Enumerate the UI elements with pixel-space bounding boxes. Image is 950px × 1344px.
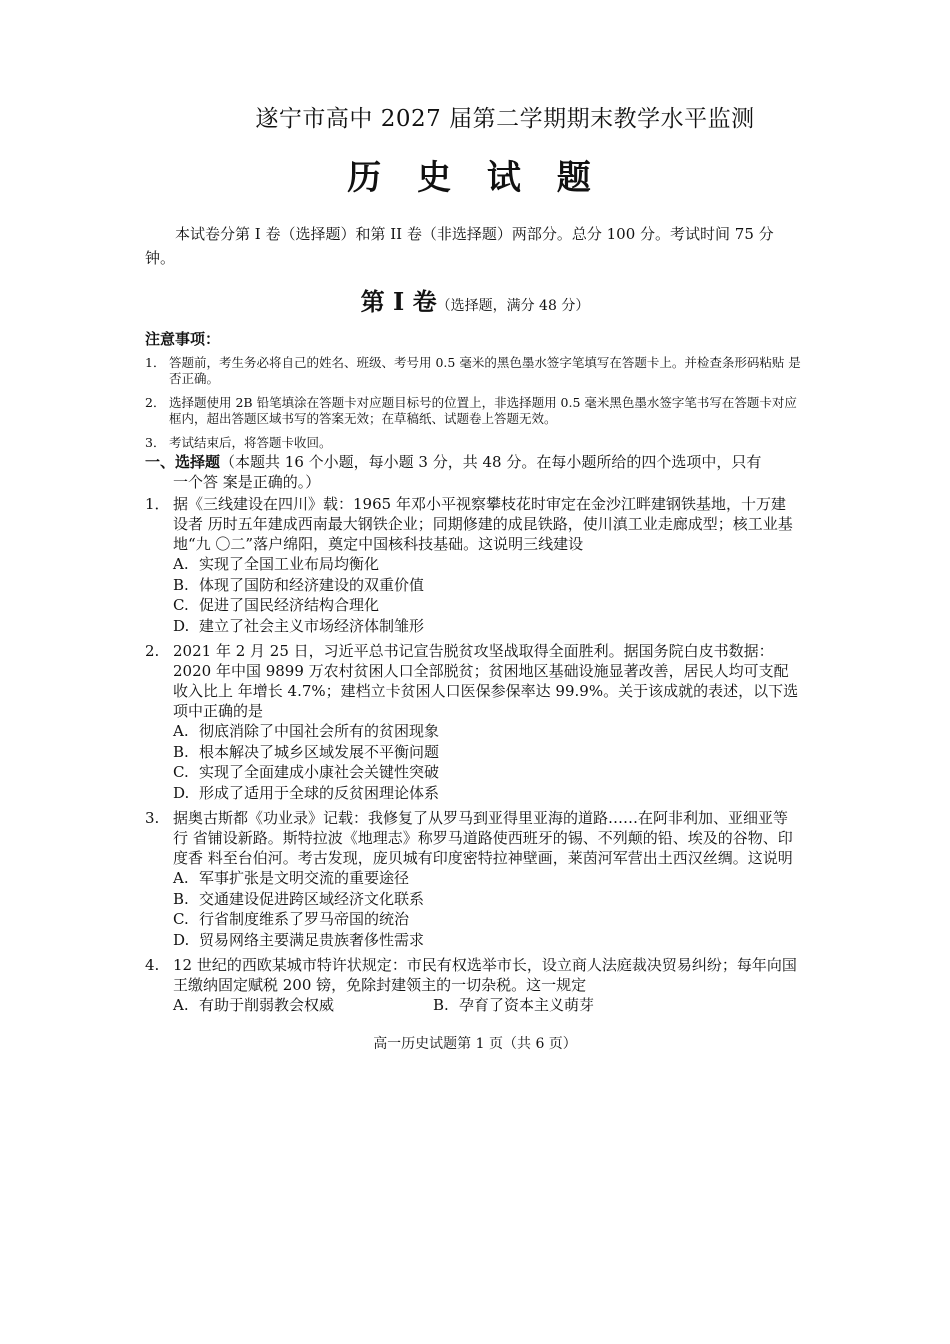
question-list — [145, 494, 800, 1021]
option-text: 根本解决了城乡区域发展不平衡问题 — [199, 742, 440, 761]
option-text: 彻底消除了中国社会所有的贫困现象 — [199, 722, 440, 740]
option-b[interactable] — [173, 575, 800, 596]
option-text: 形成了适用于全球的反贫困理论体系 — [199, 783, 440, 802]
option-d[interactable] — [173, 930, 800, 951]
option-b[interactable] — [173, 742, 800, 763]
notice-number: 2． — [145, 395, 166, 410]
option-c[interactable] — [173, 762, 800, 783]
notice-title: 注意事项： — [145, 330, 221, 348]
question-number: 2. — [145, 642, 160, 660]
section-heading — [145, 452, 795, 492]
notice-text: 考试结束后，将答题卡收回。 — [169, 435, 332, 450]
part-title: 第 I 卷 — [360, 287, 437, 316]
option-list — [145, 721, 800, 803]
question-number: 3. — [145, 809, 160, 827]
option-text: 实现了全国工业布局均衡化 — [199, 555, 380, 573]
section-desc-line2: 一个答 案是正确的。） — [173, 473, 321, 491]
option-d[interactable] — [173, 783, 800, 804]
option-text: 交通建设促进跨区域经济文化联系 — [199, 889, 425, 908]
notice-number: 1． — [145, 355, 166, 370]
option-text: 行省制度维系了罗马帝国的统治 — [199, 910, 410, 928]
option-list — [145, 995, 800, 1016]
question-4 — [145, 955, 800, 1016]
notice-text: 答题前，考生务必将自己的姓名、班级、考号用 0.5 毫米的黑色墨水签字笔填写在答题卡上。并检查条形码粘贴 是否正确。 — [169, 355, 801, 386]
question-stem: 12 世纪的西欧某城市特许状规定：市民有权选举市长，设立商人法庭裁决贸易纠纷；每年向国 王缴纳固定赋税 200 镑，免除封建领主的一切杂税。这一规定 — [173, 956, 797, 994]
option-list — [145, 554, 800, 636]
option-letter: B. — [173, 742, 189, 761]
option-letter: D. — [173, 783, 190, 802]
option-c[interactable] — [173, 595, 800, 616]
option-letter: C. — [173, 596, 189, 614]
option-letter: A. — [173, 996, 189, 1014]
section-desc-line1: （本题共 16 个小题，每小题 3 分，共 48 分。在每小题所给的四个选项中，只有 — [220, 453, 762, 471]
option-letter: B. — [173, 889, 189, 908]
option-text: 有助于削弱教会权威 — [199, 996, 335, 1014]
question-number: 1． — [145, 495, 170, 513]
exam-name: 遂宁市高中 2027 届第二学期期末教学水平监测 — [255, 106, 755, 132]
question-2 — [145, 641, 800, 803]
option-text: 军事扩张是文明交流的重要途径 — [199, 869, 410, 887]
notice-list — [145, 355, 805, 459]
question-1 — [145, 494, 800, 636]
subject-title: 历 史 试 题 — [347, 158, 603, 198]
question-3 — [145, 808, 800, 950]
notice-item — [145, 355, 805, 387]
option-letter: C. — [173, 763, 189, 781]
question-number: 4. — [145, 956, 160, 974]
option-b[interactable] — [433, 995, 693, 1016]
option-letter: B. — [173, 575, 189, 594]
intro-paragraph: 本试卷分第 I 卷（选择题）和第 II 卷（非选择题）两部分。总分 100 分。考试时间 75 分钟。 — [145, 225, 774, 267]
section-label: 一、选择题 — [145, 453, 221, 471]
notice-text: 选择题使用 2B 铅笔填涂在答题卡对应题目标号的位置上，非选择题用 0.5 毫米黑色墨水签字笔书写在答题卡对应 框内，超出答题区域书写的答案无效；在草稿纸、试题卷上答题无效。 — [169, 395, 797, 426]
question-stem: 据奥古斯都《功业录》记载：我修复了从罗马到亚得里亚海的道路……在阿非利加、亚细亚等行 省铺设新路。斯特拉波《地理志》称罗马道路使西班牙的锡、不列颠的铅、埃及的谷物、印度香 料至台伯河。考古发现，庞贝城有印度密特拉神壁画，莱茵河军营出土西汉丝绸。这说明 — [173, 809, 793, 867]
page-footer: 高一历史试题第 1 页（共 6 页） — [373, 1036, 577, 1052]
option-a[interactable] — [173, 995, 433, 1016]
question-stem: 2021 年 2 月 25 日，习近平总书记宣告脱贫攻坚战取得全面胜利。据国务院白皮书数据：2020 年中国 9899 万农村贫困人口全部脱贫；贫困地区基础设施显著改善，居民人均可支配收入比上 年增长 4.7%；建档立卡贫困人口医保参保率达 99.9%。关于该成就的表述，以下选项中正确的是 — [173, 642, 799, 720]
notice-item — [145, 395, 805, 427]
option-letter: A. — [173, 722, 189, 740]
option-d[interactable] — [173, 616, 800, 637]
option-a[interactable] — [173, 554, 800, 575]
notice-item — [145, 435, 805, 451]
part-subtitle: （选择题，满分 48 分） — [436, 298, 590, 314]
option-letter: A. — [173, 555, 189, 573]
option-text: 体现了国防和经济建设的双重价值 — [199, 575, 425, 594]
option-letter: D. — [173, 930, 190, 949]
option-a[interactable] — [173, 868, 800, 889]
option-b[interactable] — [173, 889, 800, 910]
option-text: 建立了社会主义市场经济体制雏形 — [199, 616, 425, 635]
option-letter: C. — [173, 910, 189, 928]
question-stem: 据《三线建设在四川》载：1965 年邓小平视察攀枝花时审定在金沙江畔建钢铁基地，十万建设者 历时五年建成西南最大钢铁企业；同期修建的成昆铁路，使川滇工业走廊成型；核工业基地“九 〇二”落户绵阳，奠定中国核科技基础。这说明三线建设 — [173, 495, 793, 553]
option-a[interactable] — [173, 721, 800, 742]
option-text: 实现了全面建成小康社会关键性突破 — [199, 763, 440, 781]
option-text: 孕育了资本主义萌芽 — [459, 996, 595, 1014]
option-letter: D. — [173, 616, 190, 635]
option-letter: B. — [433, 996, 449, 1014]
option-list — [145, 868, 800, 950]
option-letter: A. — [173, 869, 189, 887]
notice-number: 3． — [145, 435, 166, 450]
option-text: 贸易网络主要满足贵族奢侈性需求 — [199, 930, 425, 949]
option-c[interactable] — [173, 909, 800, 930]
part-heading — [0, 282, 950, 317]
option-text: 促进了国民经济结构合理化 — [199, 596, 380, 614]
